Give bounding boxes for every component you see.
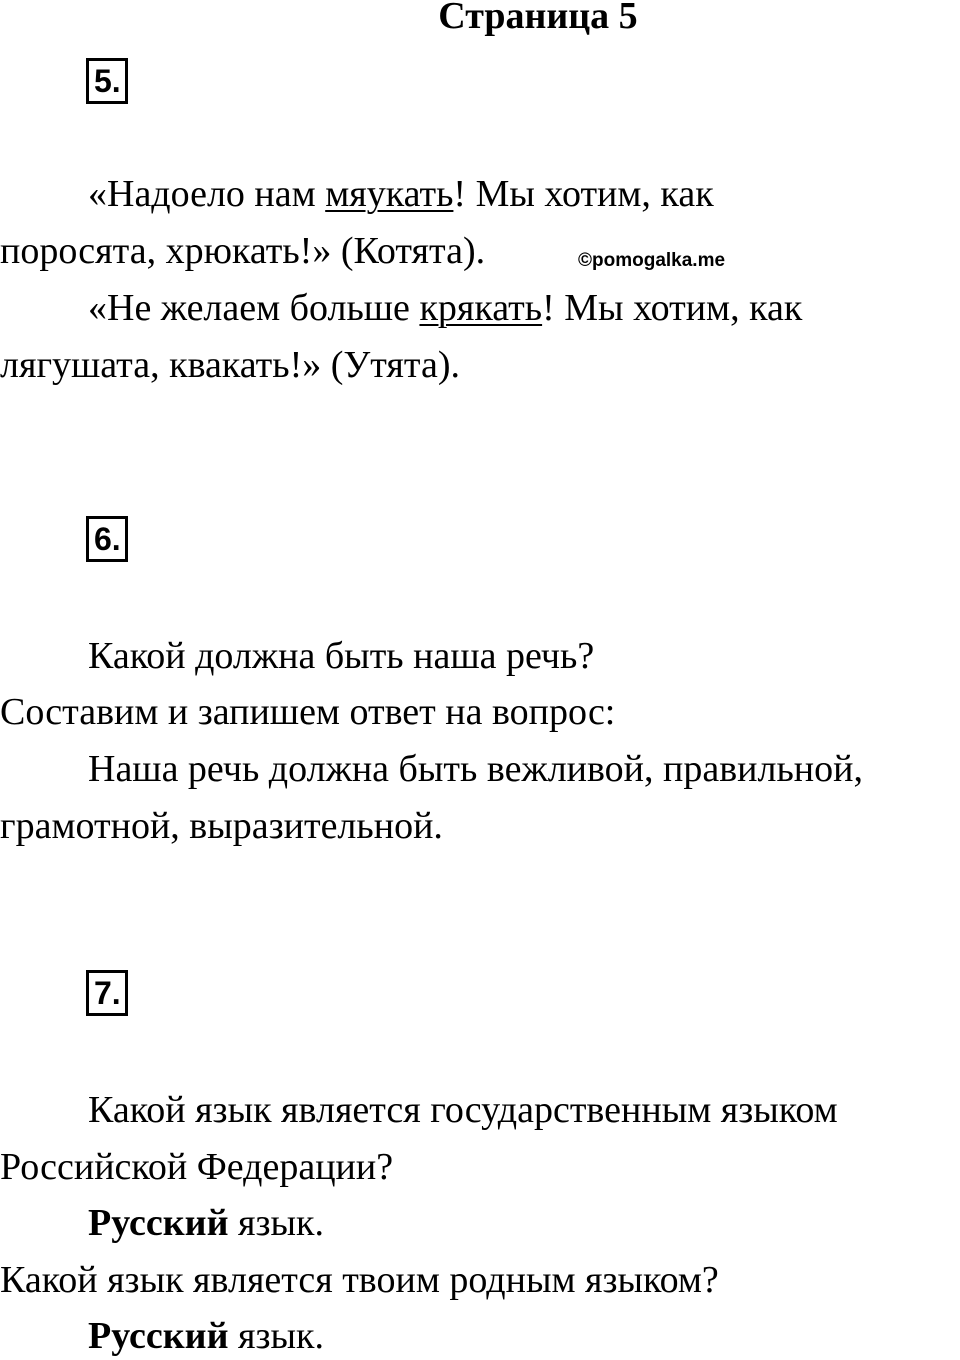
page-title: Страница 5 — [438, 0, 638, 37]
task5-line2: поросята, хрюкать!» (Котята). — [0, 230, 486, 272]
task-number-5: 5. — [86, 58, 128, 104]
text: язык. — [228, 1202, 324, 1244]
task7-line2: Российской Федерации? — [0, 1146, 394, 1188]
text: язык. — [228, 1315, 324, 1357]
answer-bold: Русский — [88, 1202, 229, 1244]
task7-answer1 — [88, 1201, 324, 1245]
task-number-7: 7. — [86, 970, 128, 1016]
task5-line1 — [88, 172, 714, 216]
text: ! Мы хотим, как — [542, 287, 803, 329]
underlined-word: мяукать — [325, 173, 454, 215]
underlined-word: крякать — [419, 287, 543, 329]
task6-line1: Какой должна быть наша речь? — [88, 635, 595, 677]
answer-bold: Русский — [88, 1315, 229, 1357]
task5-line3 — [88, 286, 802, 330]
task6-line3: Наша речь должна быть вежливой, правильной, — [88, 748, 863, 790]
watermark: ©pomogalka.me — [578, 250, 726, 271]
task-number-6: 6. — [86, 516, 128, 562]
task5-line4: лягушата, квакать!» (Утята). — [0, 344, 460, 386]
task7-line1: Какой язык является государственным языком — [88, 1089, 838, 1131]
task7-line3: Какой язык является твоим родным языком? — [0, 1259, 719, 1301]
text: ! Мы хотим, как — [453, 173, 714, 215]
task6-line4: грамотной, выразительной. — [0, 805, 443, 847]
task6-line2: Составим и запишем ответ на вопрос: — [0, 691, 616, 733]
text: «Не желаем больше — [88, 287, 420, 329]
task7-answer2 — [88, 1314, 324, 1358]
text: «Надоело нам — [88, 173, 326, 215]
